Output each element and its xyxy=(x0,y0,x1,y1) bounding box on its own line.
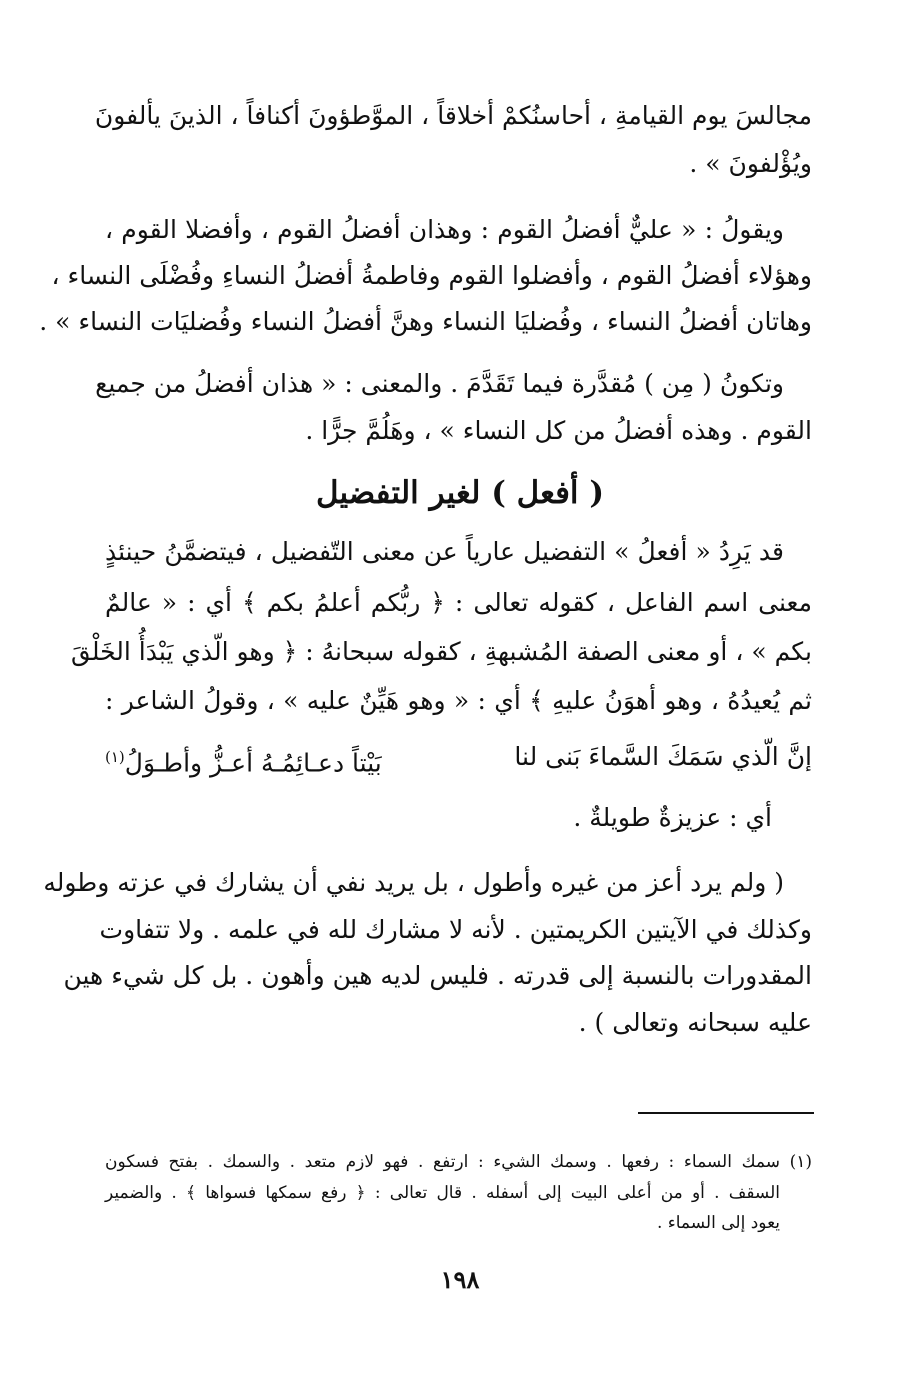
text-line: وكذلك في الآيتين الكريمتين . لأنه لا مشارك لله في علمه . ولا تتفاوت xyxy=(99,915,812,944)
text-line: بكم » ، أو معنى الصفة المُشبهةِ ، كقوله سبحانهُ : ﴿ وهو الّذي يَبْدَأُ الخَلْقَ xyxy=(71,637,812,666)
text-line: ويقولُ : « عليٌّ أفضلُ القوم : وهذان أفضلُ القوم ، وأفضلا القوم ، xyxy=(105,215,784,244)
footnote-line: السقف . أو من أعلى البيت إلى أسفله . قال تعالى : ﴿ رفع سمكها فسواها ﴾ . والضمير xyxy=(105,1183,780,1203)
text-line: معنى اسم الفاعل ، كقوله تعالى : ﴿ ربُّكم أعلمُ بكم ﴾ أي : « عالمٌ xyxy=(105,588,812,617)
text-line: قد يَرِدُ « أفعلُ » التفضيل عارياً عن معنى التّفضيل ، فيتضمَّنُ حينئذٍ xyxy=(105,537,784,566)
text-line: عليه سبحانه وتعالى ) . xyxy=(578,1008,812,1037)
text-line: ثم يُعيدُهُ ، وهو أهوَنُ عليهِ ﴾ أي : « وهو هَيِّنٌ عليه » ، وقولُ الشاعر : xyxy=(105,686,812,715)
text-line: القوم . وهذه أفضلُ من كل النساء » ، وهَلُمَّ جرًّا . xyxy=(305,416,812,445)
text-line: المقدورات بالنسبة إلى قدرته . فليس لديه هين وأهون . بل كل شيء هين xyxy=(63,961,812,990)
text-line: وهؤلاء أفضلُ القوم ، وأفضلوا القوم وفاطمةُ أفضلُ النساءِ وفُضْلَى النساء ، xyxy=(51,261,812,290)
verse-second-text: بَيْتاً دعـائِمُـهُ أعـزُّ وأطـوَلُ xyxy=(124,748,382,778)
footnote-line: (١) سمك السماء : رفعها . وسمك الشيء : ارتفع . فهو لازم متعد . والسمك . بفتح فسكون xyxy=(105,1152,812,1172)
text-line: ( ولم يرد أعز من غيره وأطول ، بل يريد نفي أن يشارك في عزته وطوله xyxy=(43,868,784,897)
page-number: ١٩٨ xyxy=(440,1265,480,1294)
footnote-line: يعود إلى السماء . xyxy=(656,1213,780,1233)
text-line: ويُؤْلفونَ » . xyxy=(689,149,812,178)
text-line: وهاتان أفضلُ النساء ، وفُضليَا النساء وهنَّ أفضلُ النساء وفُضليَات النساء » . xyxy=(39,307,812,336)
footnote-marker: (١) xyxy=(105,748,125,766)
text-line: وتكونُ ( مِن ) مُقدَّرة فيما تَقَدَّمَ . والمعنى : « هذان أفضلُ من جميع xyxy=(95,369,784,398)
verse-explanation: أي : عزيزةٌ طويلةٌ . xyxy=(573,803,772,832)
verse-second-hemistich xyxy=(105,741,382,779)
footnote-separator xyxy=(638,1112,814,1114)
text-line: مجالسَ يوم القيامةِ ، أحاسنُكمْ أخلاقاً ، الموَّطؤونَ أكنافاً ، الذينَ يألفونَ xyxy=(94,101,812,130)
verse-first-hemistich: إنَّ الّذي سَمَكَ السَّماءَ بَنى لنا xyxy=(514,742,812,771)
section-heading: ( أفعل ) لغير التفضيل xyxy=(315,475,605,511)
